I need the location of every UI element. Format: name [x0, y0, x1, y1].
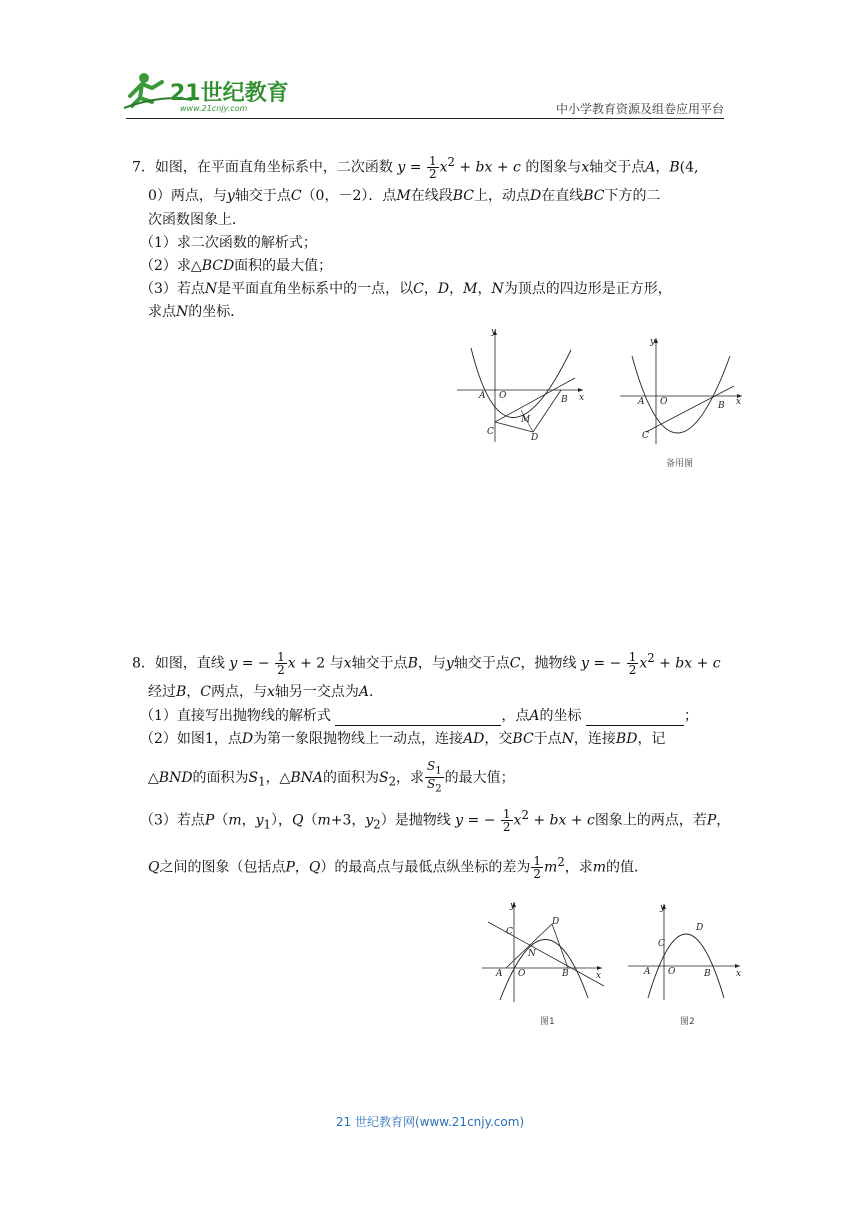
q7-part3: （3）若点N是平面直角坐标系中的一点，以C，D，M，N为顶点的四边形是正方形， [140, 281, 672, 297]
svg-text:D: D [531, 433, 539, 443]
svg-text:C: C [642, 431, 649, 441]
svg-text:A: A [496, 969, 503, 979]
q8-part2: （2）如图1，点D为第一象限抛物线上一动点，连接AD，交BC于点N，连接BD，记 [140, 731, 666, 747]
q8-part1: （1）直接写出抛物线的解析式 ，点A的坐标 ； [140, 708, 698, 724]
q8-part3-cont: Q之间的图象（包括点P，Q）的最高点与最低点纵坐标的差为 $\frac{1}{2}$ $m^2$，求m的值． [148, 854, 649, 882]
q7-line1: 7．如图，在平面直角坐标系中，二次函数 y = $\frac{1}{2}$ $x^2$ + bx + c 的图象与x轴交于点A，B(4, [132, 154, 699, 182]
svg-text:x: x [736, 969, 742, 979]
q7-fig-caption: 备用图 [666, 459, 694, 469]
svg-text:y: y [491, 327, 497, 337]
svg-text:x: x [596, 971, 602, 981]
svg-text:B: B [561, 395, 568, 405]
q8-figure-2 [626, 900, 746, 1006]
svg-text:C: C [506, 927, 513, 937]
svg-text:D: D [696, 923, 704, 933]
q7-line2: 0）两点，与y轴交于点C（0，－2）．点M在线段BC上，动点D在直线BC下方的二 [148, 188, 661, 204]
q8-fig1-caption: 图1 [540, 1017, 555, 1027]
svg-text:B: B [562, 969, 569, 979]
svg-text:y: y [650, 337, 656, 347]
svg-text:x: x [579, 393, 585, 403]
svg-text:y: y [660, 903, 666, 913]
q8-part2-cont: △BND的面积为$S_1$，△BNA的面积为$S_2$，求 $\frac{S_1}{S_2}$ 的最大值； [148, 759, 515, 795]
q8-figure-1 [480, 898, 612, 1006]
q7-part1: （1）求二次函数的解析式； [140, 235, 317, 251]
q8-line2: 经过B，C两点，与x轴另一交点为A． [148, 684, 384, 700]
footer-link[interactable]: 21 世纪教育网(www.21cnjy.com) [335, 1115, 525, 1129]
platform-title: 中小学教育资源及组卷应用平台 [555, 102, 724, 116]
svg-text:x: x [736, 397, 742, 407]
answer-blank[interactable] [335, 711, 501, 726]
q7-part2: （2）求△BCD面积的最大值； [140, 258, 333, 274]
q8-fig2-caption: 图2 [680, 1017, 695, 1027]
header-rule [126, 118, 724, 119]
svg-text:A: A [644, 967, 651, 977]
logo-url: www.21cnjy.com [180, 104, 248, 113]
svg-text:O: O [499, 391, 507, 401]
svg-text:C: C [658, 939, 665, 949]
svg-text:O: O [660, 397, 668, 407]
q7-part3-cont: 求点N的坐标． [148, 304, 245, 320]
svg-text:21世纪教育: 21世纪教育 [170, 81, 289, 106]
svg-text:B: B [718, 401, 725, 411]
svg-text:B: B [704, 969, 711, 979]
svg-text:A: A [479, 391, 486, 401]
svg-text:A: A [638, 397, 645, 407]
q8-line1: 8．如图，直线 y = − $\frac{1}{2}$ x + 2 与x轴交于点B，与y轴交于点C，抛物线 y = − $\frac{1}{2}$ $x^2$ + bx + c [132, 650, 721, 678]
answer-blank[interactable] [586, 711, 684, 726]
q7-line3: 次函数图象上． [148, 212, 246, 228]
svg-text:D: D [552, 917, 560, 927]
svg-text:N: N [528, 949, 536, 959]
q7-figure-main [455, 326, 590, 446]
svg-text:C: C [487, 427, 494, 437]
q8-part3: （3）若点P（m，$y_1$），Q（m+3，$y_2$）是抛物线 y = − $\frac{1}{2}$ $x^2$ + bx + c图象上的两点，若P， [140, 807, 731, 835]
svg-text:M: M [521, 415, 531, 425]
svg-text:O: O [518, 969, 526, 979]
svg-text:y: y [510, 901, 516, 911]
svg-text:O: O [668, 967, 676, 977]
q7-figure-backup [618, 334, 748, 446]
